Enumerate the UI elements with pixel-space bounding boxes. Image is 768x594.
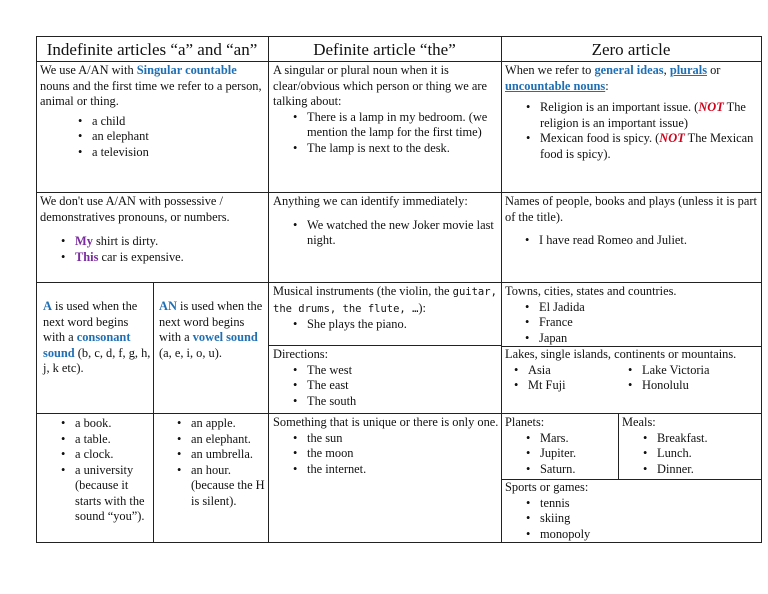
header-definite: Definite article “the” bbox=[313, 40, 456, 59]
list-item: • I have read Romeo and Juliet. bbox=[539, 233, 759, 249]
zero-planets-list bbox=[505, 431, 617, 478]
a-usage-text: A is used when the next word begins with a consonant sound (b, c, d, f, g, h, j, k etc). bbox=[43, 299, 151, 375]
zero-names-text: Names of people, books and plays (unless it is part of the title). bbox=[505, 194, 757, 224]
definite-identify-cell bbox=[273, 194, 499, 249]
definite-identify-text: Anything we can identify immediately: bbox=[273, 194, 468, 208]
an-usage-cell bbox=[159, 299, 267, 361]
list-item: • an umbrella. bbox=[191, 447, 267, 463]
list-item: • Saturn. bbox=[540, 462, 617, 478]
definite-music-list bbox=[273, 317, 499, 333]
zero-names-cell bbox=[505, 194, 759, 249]
list-item: • The east bbox=[307, 378, 499, 394]
zero-lakes-list-right bbox=[642, 363, 710, 394]
indefinite-singular-list bbox=[40, 114, 266, 161]
indefinite-singular-text: We use A/AN with Singular countable nouns and the first time we refer to a person, animal or thing. bbox=[40, 63, 262, 108]
zero-sports-text: Sports or games: bbox=[505, 480, 589, 494]
zero-meals-cell bbox=[622, 415, 760, 477]
header-zero: Zero article bbox=[591, 40, 671, 59]
list-item: • the moon bbox=[307, 446, 499, 462]
definite-clear-cell bbox=[273, 63, 499, 156]
list-item: • Mars. bbox=[540, 431, 617, 447]
an-usage-text: AN is used when the next word begins with a vowel sound (a, e, i, o, u). bbox=[159, 299, 263, 360]
indefinite-singular-cell bbox=[40, 63, 266, 160]
zero-lakes-text: Lakes, single islands, continents or mountains. bbox=[505, 347, 737, 361]
list-item: • The south bbox=[307, 394, 499, 410]
zero-general-text: When we refer to general ideas, plurals or uncountable nouns: bbox=[505, 63, 721, 93]
list-item: • The lamp is next to the desk. bbox=[307, 141, 499, 157]
list-item: • a table. bbox=[75, 432, 152, 448]
list-item: • a book. bbox=[75, 416, 152, 432]
list-item: • There is a lamp in my bedroom. (we mention the lamp for the first time) bbox=[307, 110, 499, 141]
definite-unique-text: Something that is unique or there is only one. bbox=[273, 415, 499, 429]
zero-general-cell bbox=[505, 63, 759, 162]
list-item: • a television bbox=[92, 145, 266, 161]
zero-sports-cell bbox=[505, 480, 759, 542]
list-item: • Mt Fuji bbox=[528, 378, 566, 394]
zero-general-list bbox=[505, 100, 759, 162]
indefinite-possessive-list bbox=[40, 234, 266, 265]
list-item: • Mexican food is spicy. (NOT The Mexican food is spicy). bbox=[540, 131, 759, 162]
definite-music-cell bbox=[273, 284, 499, 333]
list-item: • a child bbox=[92, 114, 266, 130]
list-item: • Asia bbox=[528, 363, 566, 379]
a-examples-list bbox=[40, 416, 152, 525]
list-item: • Jupiter. bbox=[540, 446, 617, 462]
zero-lakes-list-left bbox=[528, 363, 566, 394]
definite-directions-list bbox=[273, 363, 499, 410]
zero-meals-text: Meals: bbox=[622, 415, 656, 429]
a-examples-cell bbox=[40, 416, 152, 525]
definite-clear-list bbox=[273, 110, 499, 157]
definite-identify-list bbox=[273, 218, 499, 249]
list-item: • monopoly bbox=[540, 527, 759, 543]
list-item: • Breakfast. bbox=[657, 431, 760, 447]
zero-sports-list bbox=[505, 496, 759, 543]
list-item: • an elephant. bbox=[191, 432, 267, 448]
list-item: • The west bbox=[307, 363, 499, 379]
header-indefinite: Indefinite articles “a” and “an” bbox=[46, 40, 258, 59]
zero-towns-cell bbox=[505, 284, 759, 346]
indefinite-possessive-text: We don't use A/AN with possessive / demonstratives pronouns, or numbers. bbox=[40, 194, 230, 224]
list-item: • an elephant bbox=[92, 129, 266, 145]
list-item: • Lunch. bbox=[657, 446, 760, 462]
list-item: • El Jadida bbox=[539, 300, 759, 316]
list-item: • Honolulu bbox=[642, 378, 710, 394]
list-item: • She plays the piano. bbox=[307, 317, 499, 333]
indefinite-possessive-cell bbox=[40, 194, 266, 265]
zero-lakes-cell bbox=[505, 347, 759, 395]
list-item: • skiing bbox=[540, 511, 759, 527]
zero-towns-text: Towns, cities, states and countries. bbox=[505, 284, 677, 298]
definite-clear-text: A singular or plural noun when it is clear/obvious which person or thing we are talking about: bbox=[273, 63, 488, 108]
list-item: • We watched the new Joker movie last night. bbox=[307, 218, 499, 249]
list-item: • Lake Victoria bbox=[642, 363, 710, 379]
list-item: • Dinner. bbox=[657, 462, 760, 478]
list-item: • a clock. bbox=[75, 447, 152, 463]
zero-names-list bbox=[505, 233, 759, 249]
list-item: • a university (because it starts with the sound “you”). bbox=[75, 463, 152, 525]
an-examples-cell bbox=[156, 416, 267, 509]
definite-directions-cell bbox=[273, 347, 499, 409]
list-item: • This car is expensive. bbox=[75, 250, 266, 266]
zero-towns-list bbox=[505, 300, 759, 347]
list-item: • the sun bbox=[307, 431, 499, 447]
list-item: • an hour. (because the H is silent). bbox=[191, 463, 267, 510]
list-item: • Religion is an important issue. (NOT The religion is an important issue) bbox=[540, 100, 759, 131]
list-item: • an apple. bbox=[191, 416, 267, 432]
a-usage-cell bbox=[43, 299, 152, 377]
zero-planets-text: Planets: bbox=[505, 415, 545, 429]
zero-planets-cell bbox=[505, 415, 617, 477]
definite-music-text: Musical instruments (the violin, the guitar, the drums, the flute, …): bbox=[273, 284, 497, 315]
definite-unique-cell bbox=[273, 415, 499, 477]
zero-meals-list bbox=[622, 431, 760, 478]
list-item: • My shirt is dirty. bbox=[75, 234, 266, 250]
list-item: • France bbox=[539, 315, 759, 331]
an-examples-list bbox=[156, 416, 267, 509]
list-item: • tennis bbox=[540, 496, 759, 512]
list-item: • Japan bbox=[539, 331, 759, 347]
definite-unique-list bbox=[273, 431, 499, 478]
definite-directions-text: Directions: bbox=[273, 347, 329, 361]
list-item: • the internet. bbox=[307, 462, 499, 478]
